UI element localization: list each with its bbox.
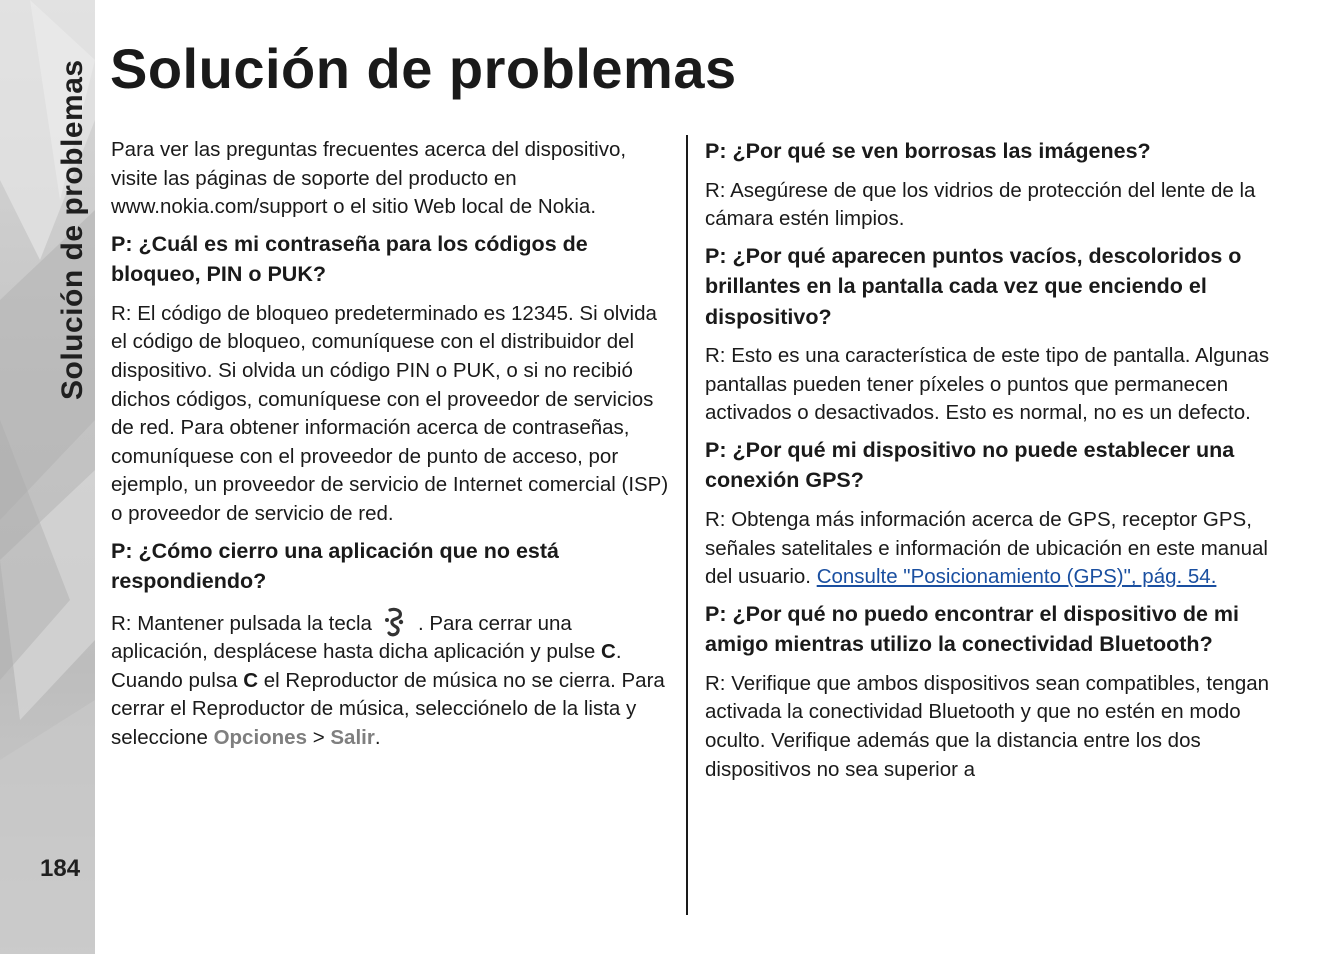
answer-text: . [374, 725, 381, 749]
intro-paragraph: Para ver las preguntas frecuentes acerca del dispositivo, visite las páginas de soporte del producto en www.nokia.com/support o el sitio Web local de Nokia. [111, 138, 627, 219]
answer-paragraph: R: Esto es una característica de este tipo de pantalla. Algunas pantallas pueden tener píxeles o puntos que permanecen activados o desactivados. Esto es normal, no es un defecto. [705, 344, 1270, 425]
column-divider [686, 135, 688, 915]
answer-paragraph: R: Verifique que ambos dispositivos sean compatibles, tengan activada la conectividad Bluetooth y que no estén en modo oculto. Verifique además que la distancia entre los dos dispositivos no sea superior a [705, 671, 1270, 781]
menu-option-opciones: Opciones [213, 725, 307, 749]
answer-text: R: Mantener pulsada la tecla [111, 611, 372, 635]
menu-separator: > [307, 725, 331, 749]
question-heading: P: ¿Por qué no puedo encontrar el dispositivo de mi amigo mientras utilizo la conectividad Bluetooth? [705, 601, 1239, 657]
left-column [111, 136, 673, 760]
question-heading: P: ¿Por qué aparecen puntos vacíos, descoloridos o brillantes en la pantalla cada vez que enciendo el dispositivo? [705, 243, 1242, 329]
answer-paragraph [111, 607, 673, 753]
sidebar [0, 0, 95, 954]
menu-option-salir: Salir [330, 725, 375, 749]
question-heading: P: ¿Cómo cierro una aplicación que no está respondiendo? [111, 538, 560, 594]
page-title: Solución de problemas [110, 37, 737, 100]
key-label: C [243, 668, 259, 692]
right-column [705, 136, 1270, 791]
menu-key-icon [382, 607, 408, 637]
key-label: C [601, 640, 616, 664]
question-heading: P: ¿Por qué mi dispositivo no puede establecer una conexión GPS? [705, 437, 1235, 493]
answer-text: R: Obtenga más información acerca de GPS, receptor GPS, señales satelitales e información de ubicación en este manual del usuario. [705, 507, 1268, 589]
answer-paragraph [705, 506, 1270, 592]
answer-text: el Reproductor de música no se cierra. Para cerrar el Reproductor de música, selecciónelo de la lista y seleccione [111, 668, 665, 749]
section-title: Solución de problemas [56, 59, 89, 400]
question-heading: P: ¿Cuál es mi contraseña para los códigos de bloqueo, PIN o PUK? [111, 231, 588, 287]
answer-text: . Cuando pulsa [111, 640, 622, 692]
question-heading: P: ¿Por qué se ven borrosas las imágenes? [705, 139, 1151, 163]
gps-reference-link[interactable]: Consulte "Posicionamiento (GPS)", pág. 54. [816, 565, 1217, 589]
page-number: 184 [40, 855, 81, 882]
answer-paragraph: R: Asegúrese de que los vidrios de protección del lente de la cámara estén limpios. [705, 178, 1256, 231]
answer-paragraph: R: El código de bloqueo predeterminado es 12345. Si olvida el código de bloqueo, comuníquese con el distribuidor del dispositivo. Si olvida un código PIN o PUK, o si no recibió dichos códigos, comuníquese con el proveedor de servicios de red. Para obtener información acerca de contraseñas, comuníquese con el proveedor de punto de acceso, por ejemplo, un proveedor de servicio de Internet comercial (ISP) o proveedor de servicio de red. [111, 301, 669, 525]
answer-text: . Para cerrar una aplicación, desplácese hasta dicha aplicación y pulse [111, 611, 596, 664]
